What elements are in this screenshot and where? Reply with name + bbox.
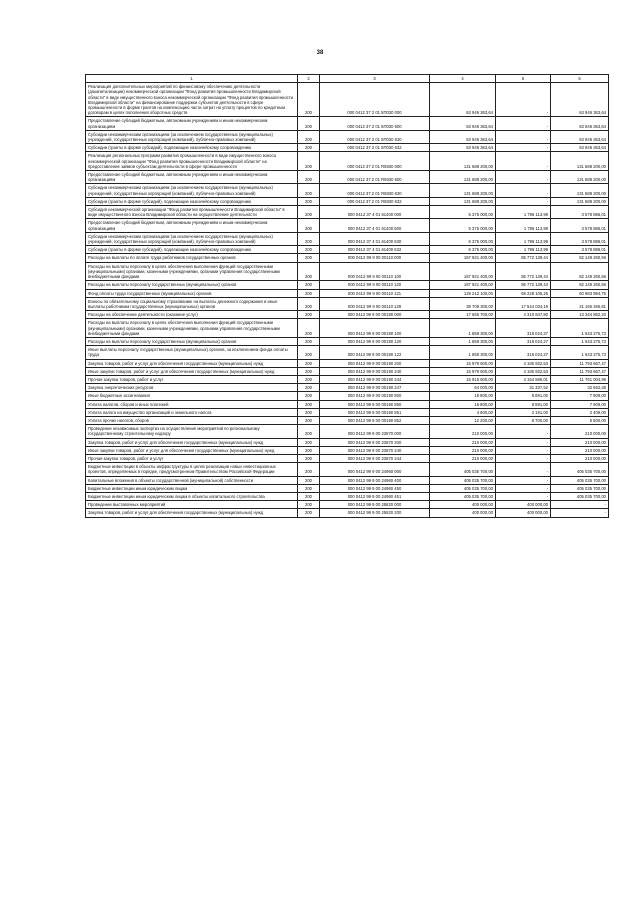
row-kvsr-cell: 200 [298, 297, 320, 310]
row-exec-cell: 4 185 932,53 [496, 359, 551, 367]
row-kvsr-cell: 200 [298, 384, 320, 392]
row-kvsr-cell: 200 [298, 262, 320, 281]
row-rest-cell: 11 793 667,47 [551, 359, 609, 367]
row-rest-cell: 405 035 700,00 [551, 492, 609, 500]
row-rest-cell: 7 909,00 [551, 400, 609, 408]
table-row [86, 454, 609, 462]
row-kvsr-cell: 200 [298, 232, 320, 245]
row-kvsr-cell: 200 [298, 254, 320, 262]
row-name-cell: Субсидии (гранты в форме субсидий), подлежащие казначейскому сопровождению [86, 197, 298, 205]
row-rest-cell: 1 543 275,73 [551, 346, 609, 359]
row-name-cell: Уплата налога на имущество организаций и земельного налога [86, 408, 298, 416]
row-name-cell: Проведение выставочных мероприятий [86, 501, 298, 509]
table-row [86, 171, 609, 184]
row-exec-cell: - [496, 425, 551, 438]
row-exec-cell: 85 772 139,44 [496, 262, 551, 281]
row-code-cell: 000 0412 99 9 00 24960 451 [320, 492, 430, 500]
row-kvsr-cell: 200 [298, 501, 320, 509]
row-kvsr-cell: 200 [298, 117, 320, 130]
row-name-cell: Фонд оплаты труда государственных (муниципальных) органов [86, 289, 298, 297]
row-rest-cell: 131 688 200,00 [551, 184, 609, 197]
row-plan-cell: 15 915 600,00 [430, 375, 496, 383]
header-cell: 2 [298, 75, 320, 83]
row-plan-cell: 5 375 000,00 [430, 232, 496, 245]
row-kvsr-cell: 200 [298, 184, 320, 197]
row-exec-cell: 85 772 139,44 [496, 254, 551, 262]
row-kvsr-cell: 200 [298, 408, 320, 416]
table-row [86, 438, 609, 446]
row-rest-cell: 131 688 200,00 [551, 152, 609, 171]
row-code-cell: 000 0412 99 9 00 23870 244 [320, 454, 430, 462]
row-exec-cell: 4 185 932,53 [496, 367, 551, 375]
row-plan-cell: 131 688 200,00 [430, 152, 496, 171]
row-name-cell: Предоставление субсидий бюджетным, автономным учреждениям и иным некоммерческим организациям [86, 117, 298, 130]
row-kvsr-cell: 200 [298, 346, 320, 359]
row-name-cell: Предоставление субсидий бюджетным, автономным учреждениям и иным некоммерческим организациям [86, 219, 298, 232]
row-code-cell: 000 0412 37 2 01 R5930 630 [320, 184, 430, 197]
row-kvsr-cell: 200 [298, 83, 320, 117]
row-rest-cell: 210 000,00 [551, 438, 609, 446]
row-plan-cell: 63 946 363,64 [430, 130, 496, 143]
row-code-cell: 000 0412 37 4 01 61400 000 [320, 206, 430, 219]
row-code-cell: 000 0412 37 2 01 5П030 600 [320, 117, 430, 130]
row-rest-cell: 131 688 200,00 [551, 171, 609, 184]
row-exec-cell: 1 796 113,99 [496, 232, 551, 245]
row-rest-cell: 60 983 994,75 [551, 289, 609, 297]
row-name-cell: Капитальные вложения в объекты государственной (муниципальной) собственности [86, 476, 298, 484]
row-rest-cell: 5 500,00 [551, 416, 609, 424]
table-row [86, 262, 609, 281]
row-rest-cell: 405 035 700,00 [551, 463, 609, 476]
table-row [86, 476, 609, 484]
row-code-cell: 000 0412 99 9 00 00190 800 [320, 392, 430, 400]
table-row [86, 319, 609, 338]
row-name-cell: Расходы на выплаты по оплате труда работников государственных органов [86, 254, 298, 262]
row-plan-cell: 15 979 600,00 [430, 359, 496, 367]
row-plan-cell: 210 000,00 [430, 454, 496, 462]
row-rest-cell: 11 761 004,99 [551, 375, 609, 383]
row-code-cell: 000 0412 99 9 00 00110 129 [320, 297, 430, 310]
table-row [86, 375, 609, 383]
row-name-cell: Субсидии (гранты в форме субсидий), подлежащие казначейскому сопровождению [86, 246, 298, 254]
row-kvsr-cell: 200 [298, 367, 320, 375]
row-code-cell: 000 0412 37 2 01 R5930 000 [320, 152, 430, 171]
row-code-cell: 000 0412 99 9 00 25820 000 [320, 501, 430, 509]
row-exec-cell: - [496, 446, 551, 454]
row-kvsr-cell: 200 [298, 359, 320, 367]
row-name-cell: Субсидия некоммерческой организации "Фонд развития промышленности Владимирской области" в виде имущественного взноса Владимирской области на осуществление деятельности [86, 206, 298, 219]
row-plan-cell: 129 212 100,00 [430, 289, 496, 297]
row-name-cell: Закупка энергетических ресурсов [86, 384, 298, 392]
table-row [86, 83, 609, 117]
row-rest-cell: 3 578 886,01 [551, 206, 609, 219]
table-row [86, 400, 609, 408]
row-rest-cell: 13 344 852,20 [551, 311, 609, 319]
row-plan-cell: 405 035 700,00 [430, 492, 496, 500]
table-row [86, 384, 609, 392]
row-name-cell: Субсидии некоммерческим организациям (за исключением государственных (муниципальных) учреждений, государственных корпораций (компаний), публично-правовых компаний) [86, 130, 298, 143]
table-row [86, 311, 609, 319]
row-kvsr-cell: 200 [298, 337, 320, 345]
table-row [86, 144, 609, 152]
row-name-cell: Иные выплаты персоналу государственных (муниципальных) органов, за исключением фонда оплаты труда [86, 346, 298, 359]
row-code-cell: 000 0412 99 9 00 00190 200 [320, 359, 430, 367]
table-row [86, 501, 609, 509]
row-plan-cell: 210 000,00 [430, 425, 496, 438]
row-rest-cell: 2 409,00 [551, 408, 609, 416]
row-name-cell: Субсидии (гранты в форме субсидий), подлежащие казначейскому сопровождению [86, 144, 298, 152]
table-row [86, 484, 609, 492]
row-rest-cell: 3 578 886,01 [551, 232, 609, 245]
table-row [86, 117, 609, 130]
row-code-cell: 000 0412 99 9 00 00190 240 [320, 367, 430, 375]
row-code-cell: 000 0412 99 9 00 24960 000 [320, 463, 430, 476]
table-row [86, 337, 609, 345]
row-plan-cell: 63 946 363,64 [430, 117, 496, 130]
row-code-cell: 000 0412 37 4 01 61400 630 [320, 232, 430, 245]
header-cell: 1 [86, 75, 298, 83]
row-kvsr-cell: 200 [298, 484, 320, 492]
row-rest-cell: 21 165 265,81 [551, 297, 609, 310]
row-plan-cell: 5 375 000,00 [430, 246, 496, 254]
row-kvsr-cell: 200 [298, 492, 320, 500]
row-exec-cell: 2 191,00 [496, 408, 551, 416]
row-name-cell: Взносы по обязательному социальному страхованию на выплаты денежного содержания и иные выплаты работникам государственных (муниципальных) органов [86, 297, 298, 310]
row-exec-cell: 68 228 105,25 [496, 289, 551, 297]
row-code-cell: 000 0412 99 9 00 23870 240 [320, 446, 430, 454]
row-plan-cell: 16 800,00 [430, 400, 496, 408]
header-cell: 4 [430, 75, 496, 83]
row-plan-cell: 16 800,00 [430, 392, 496, 400]
row-name-cell: Реализация дополнительных мероприятий по финансовому обеспечению деятельности (докапитализации) некоммерческой организации "Фонд развития промышленности Владимирской области" в виде имущественного взноса некоммерческой организации "Фонд развития промышленности Владимирской области" на финансирование поддержки субъектов деятельности в сфере промышленности в форме грантов на компенсацию части затрат на уплату процентов по кредитным договорам в целях пополнения оборотных средств [86, 83, 298, 117]
row-exec-cell: 85 772 139,44 [496, 281, 551, 289]
row-name-cell: Иные закупки товаров, работ и услуг для обеспечения государственных (муниципальных) нужд [86, 446, 298, 454]
row-name-cell: Субсидии некоммерческим организациям (за исключением государственных (муниципальных) учреждений, государственных корпораций (компаний), публично-правовых компаний) [86, 232, 298, 245]
row-plan-cell: 131 688 200,00 [430, 171, 496, 184]
row-plan-cell: 405 035 700,00 [430, 484, 496, 492]
row-plan-cell: 167 921 400,00 [430, 262, 496, 281]
row-exec-cell: 6 700,00 [496, 416, 551, 424]
row-kvsr-cell: 200 [298, 319, 320, 338]
table-row [86, 463, 609, 476]
row-kvsr-cell: 200 [298, 392, 320, 400]
row-exec-cell: - [496, 484, 551, 492]
row-exec-cell: - [496, 454, 551, 462]
row-code-cell: 000 0412 99 9 00 23870 200 [320, 438, 430, 446]
row-plan-cell: 4 600,00 [430, 408, 496, 416]
row-code-cell: 000 0412 37 2 01 5П030 632 [320, 144, 430, 152]
table-row [86, 408, 609, 416]
row-plan-cell: 63 946 363,64 [430, 144, 496, 152]
row-exec-cell: - [496, 144, 551, 152]
row-code-cell: 000 0412 37 2 01 5П030 630 [320, 130, 430, 143]
row-code-cell: 000 0412 37 4 01 61400 600 [320, 219, 430, 232]
table-row [86, 346, 609, 359]
row-kvsr-cell: 200 [298, 476, 320, 484]
table-row [86, 206, 609, 219]
row-plan-cell: 15 979 600,00 [430, 367, 496, 375]
row-name-cell: Прочая закупка товаров, работ и услуг [86, 454, 298, 462]
row-exec-cell: 1 796 113,99 [496, 219, 551, 232]
row-exec-cell: 31 337,52 [496, 384, 551, 392]
row-code-cell: 000 0412 37 4 01 61400 632 [320, 246, 430, 254]
row-kvsr-cell: 200 [298, 400, 320, 408]
row-code-cell: 000 0412 99 9 00 00190 247 [320, 384, 430, 392]
row-plan-cell: 167 921 400,00 [430, 281, 496, 289]
row-name-cell: Уплата налогов, сборов и иных платежей [86, 400, 298, 408]
table-row [86, 130, 609, 143]
row-name-cell: Иные закупки товаров, работ и услуг для обеспечения государственных (муниципальных) нужд [86, 367, 298, 375]
row-code-cell: 000 0412 99 9 00 00190 000 [320, 311, 430, 319]
row-exec-cell: - [496, 476, 551, 484]
row-rest-cell: 32 662,48 [551, 384, 609, 392]
table-row [86, 416, 609, 424]
row-plan-cell: 131 688 200,00 [430, 197, 496, 205]
row-code-cell: 000 0412 99 9 00 23870 000 [320, 425, 430, 438]
row-exec-cell: - [496, 463, 551, 476]
row-plan-cell: 167 921 400,00 [430, 254, 496, 262]
row-exec-cell: 316 024,27 [496, 346, 551, 359]
row-exec-cell: 1 796 113,99 [496, 206, 551, 219]
row-name-cell: Расходы на обеспечение деятельности (оказание услуг) [86, 311, 298, 319]
row-rest-cell: 63 946 363,64 [551, 144, 609, 152]
header-cell: 3 [320, 75, 430, 83]
row-code-cell: 000 0412 99 9 00 00190 244 [320, 375, 430, 383]
row-rest-cell: 1 543 275,73 [551, 337, 609, 345]
table-row [86, 197, 609, 205]
table-row [86, 246, 609, 254]
row-exec-cell: - [496, 152, 551, 171]
row-rest-cell: 63 946 363,64 [551, 130, 609, 143]
table-row [86, 184, 609, 197]
row-exec-cell: 400 000,00 [496, 501, 551, 509]
row-exec-cell: 1 796 113,99 [496, 246, 551, 254]
row-exec-cell: 8 891,00 [496, 400, 551, 408]
row-plan-cell: 1 859 300,00 [430, 346, 496, 359]
row-exec-cell: 8 891,00 [496, 392, 551, 400]
row-kvsr-cell: 200 [298, 311, 320, 319]
row-rest-cell: - [551, 501, 609, 509]
row-rest-cell: 11 793 667,47 [551, 367, 609, 375]
row-plan-cell: 405 035 700,00 [430, 463, 496, 476]
page-number: 38 [316, 50, 324, 56]
row-code-cell: 000 0412 99 9 00 00190 122 [320, 346, 430, 359]
row-rest-cell: 3 578 886,01 [551, 246, 609, 254]
row-plan-cell: 38 709 300,00 [430, 297, 496, 310]
row-name-cell: Проведение независимых экспертиз на осуществление мероприятий по региональному государственному строительному надзору [86, 425, 298, 438]
row-rest-cell: 131 688 200,00 [551, 197, 609, 205]
row-plan-cell: 63 946 363,64 [430, 83, 496, 117]
header-cell: 6 [551, 75, 609, 83]
table-row [86, 152, 609, 171]
table-row [86, 297, 609, 310]
row-name-cell: Уплата прочих налогов, сборов [86, 416, 298, 424]
row-plan-cell: 64 000,00 [430, 384, 496, 392]
row-plan-cell: 400 000,00 [430, 501, 496, 509]
row-exec-cell: 4 154 595,01 [496, 375, 551, 383]
table-row [86, 359, 609, 367]
row-exec-cell: - [496, 438, 551, 446]
row-name-cell: Прочая закупка товаров, работ и услуг [86, 375, 298, 383]
row-plan-cell: 12 200,00 [430, 416, 496, 424]
table-header-row [86, 75, 609, 83]
row-name-cell: Закупка товаров, работ и услуг для обеспечения государственных (муниципальных) нужд [86, 509, 298, 517]
row-kvsr-cell: 200 [298, 206, 320, 219]
row-exec-cell: - [496, 171, 551, 184]
row-name-cell: Бюджетные инвестиции иным юридическим лицам в объекты капитального строительства [86, 492, 298, 500]
row-code-cell: 000 0412 99 9 00 00190 852 [320, 416, 430, 424]
budget-execution-table [85, 74, 609, 518]
row-kvsr-cell: 200 [298, 171, 320, 184]
row-code-cell: 000 0412 99 9 00 24960 450 [320, 484, 430, 492]
row-name-cell: Реализация региональных программ развития промышленности в виде имущественного взноса некоммерческой организации "Фонд развития промышленности Владимирской области" на предоставление займов субъектам деятельности в сфере промышленности [86, 152, 298, 171]
table-row [86, 254, 609, 262]
row-plan-cell: 400 000,00 [430, 509, 496, 517]
table-row [86, 492, 609, 500]
row-exec-cell: - [496, 83, 551, 117]
row-rest-cell: 7 909,00 [551, 392, 609, 400]
row-plan-cell: 1 859 300,00 [430, 337, 496, 345]
row-name-cell: Расходы на выплаты персоналу в целях обеспечения выполнения функций государственными (муниципальными) органами, казенными учреждениями, органами управления государственными внебюджетными фондами [86, 319, 298, 338]
row-plan-cell: 1 859 300,00 [430, 319, 496, 338]
row-name-cell: Иные бюджетные ассигнования [86, 392, 298, 400]
row-exec-cell: - [496, 117, 551, 130]
row-code-cell: 000 0412 99 9 00 24960 400 [320, 476, 430, 484]
row-kvsr-cell: 200 [298, 246, 320, 254]
table-row [86, 281, 609, 289]
row-plan-cell: 210 000,00 [430, 446, 496, 454]
row-kvsr-cell: 200 [298, 438, 320, 446]
row-kvsr-cell: 200 [298, 144, 320, 152]
row-kvsr-cell: 200 [298, 416, 320, 424]
row-kvsr-cell: 200 [298, 219, 320, 232]
row-kvsr-cell: 200 [298, 375, 320, 383]
row-rest-cell: 405 035 700,00 [551, 476, 609, 484]
row-kvsr-cell: 200 [298, 281, 320, 289]
table-row [86, 446, 609, 454]
table-row [86, 289, 609, 297]
row-kvsr-cell: 200 [298, 152, 320, 171]
row-plan-cell: 17 655 700,00 [430, 311, 496, 319]
row-rest-cell: 3 578 886,01 [551, 219, 609, 232]
row-name-cell: Расходы на выплаты персоналу в целях обеспечения выполнения функций государственными (муниципальными) органами, казенными учреждениями, органами управления государственными внебюджетными фондами [86, 262, 298, 281]
row-kvsr-cell: 200 [298, 197, 320, 205]
row-kvsr-cell: 200 [298, 425, 320, 438]
row-code-cell: 000 0412 99 9 00 00190 850 [320, 400, 430, 408]
row-kvsr-cell: 200 [298, 463, 320, 476]
row-name-cell: Закупка товаров, работ и услуг для обеспечения государственных (муниципальных) нужд [86, 438, 298, 446]
row-name-cell: Субсидии некоммерческим организациям (за исключением государственных (муниципальных) учреждений, государственных корпораций (компаний), публично-правовых компаний) [86, 184, 298, 197]
row-code-cell: 000 0412 99 9 00 00110 000 [320, 254, 430, 262]
row-name-cell: Предоставление субсидий бюджетным, автономным учреждениям и иным некоммерческим организациям [86, 171, 298, 184]
row-code-cell: 000 0412 99 9 00 00190 120 [320, 337, 430, 345]
row-code-cell: 000 0412 37 2 01 R5930 632 [320, 197, 430, 205]
row-name-cell: Расходы на выплаты персоналу государственных (муниципальных) органов [86, 281, 298, 289]
row-kvsr-cell: 200 [298, 446, 320, 454]
row-name-cell: Бюджетные инвестиции иным юридическим лицам [86, 484, 298, 492]
row-exec-cell: - [496, 197, 551, 205]
row-exec-cell: 17 544 034,19 [496, 297, 551, 310]
row-exec-cell: 4 310 847,80 [496, 311, 551, 319]
table-row [86, 425, 609, 438]
table-row [86, 232, 609, 245]
row-rest-cell: 1 543 275,73 [551, 319, 609, 338]
row-name-cell: Бюджетные инвестиции в объекты инфраструктуры в целях реализации новых инвестиционных проектов, определяемых в порядке, предусмотренном Правительством Российской Федерации [86, 463, 298, 476]
row-code-cell: 000 0412 99 9 00 00190 851 [320, 408, 430, 416]
table-row [86, 392, 609, 400]
row-code-cell: 000 0412 37 2 01 R5930 600 [320, 171, 430, 184]
row-code-cell: 000 0412 99 9 00 00110 120 [320, 281, 430, 289]
table-row [86, 367, 609, 375]
row-exec-cell: - [496, 184, 551, 197]
table-row [86, 509, 609, 517]
row-rest-cell: 82 149 260,56 [551, 254, 609, 262]
row-rest-cell: 82 149 260,56 [551, 262, 609, 281]
row-plan-cell: 210 000,00 [430, 438, 496, 446]
table-row [86, 219, 609, 232]
row-kvsr-cell: 200 [298, 130, 320, 143]
row-exec-cell: - [496, 492, 551, 500]
row-code-cell: 000 0412 99 9 00 25820 200 [320, 509, 430, 517]
row-rest-cell: 210 000,00 [551, 454, 609, 462]
row-plan-cell: 5 375 000,00 [430, 206, 496, 219]
row-kvsr-cell: 200 [298, 454, 320, 462]
row-exec-cell: 316 024,27 [496, 337, 551, 345]
row-exec-cell: - [496, 130, 551, 143]
row-rest-cell: 210 000,00 [551, 446, 609, 454]
row-name-cell: Расходы на выплаты персоналу государственных (муниципальных) органов [86, 337, 298, 345]
row-kvsr-cell: 200 [298, 509, 320, 517]
row-rest-cell: 82 149 260,56 [551, 281, 609, 289]
row-rest-cell: 405 035 700,00 [551, 484, 609, 492]
row-plan-cell: 131 688 200,00 [430, 184, 496, 197]
row-code-cell: 000 0412 99 9 00 00110 121 [320, 289, 430, 297]
row-rest-cell: 63 946 363,64 [551, 83, 609, 117]
row-plan-cell: 5 375 000,00 [430, 219, 496, 232]
row-rest-cell: - [551, 509, 609, 517]
header-cell: 5 [496, 75, 551, 83]
row-code-cell: 000 0412 99 9 00 00190 100 [320, 319, 430, 338]
row-code-cell: 000 0412 99 9 00 00110 100 [320, 262, 430, 281]
row-kvsr-cell: 200 [298, 289, 320, 297]
row-rest-cell: 210 000,00 [551, 425, 609, 438]
row-plan-cell: 405 035 700,00 [430, 476, 496, 484]
row-name-cell: Закупка товаров, работ и услуг для обеспечения государственных (муниципальных) нужд [86, 359, 298, 367]
row-exec-cell: 316 024,27 [496, 319, 551, 338]
row-exec-cell: 400 000,00 [496, 509, 551, 517]
row-rest-cell: 63 946 363,64 [551, 117, 609, 130]
row-code-cell: 000 0412 37 2 01 5П030 000 [320, 83, 430, 117]
